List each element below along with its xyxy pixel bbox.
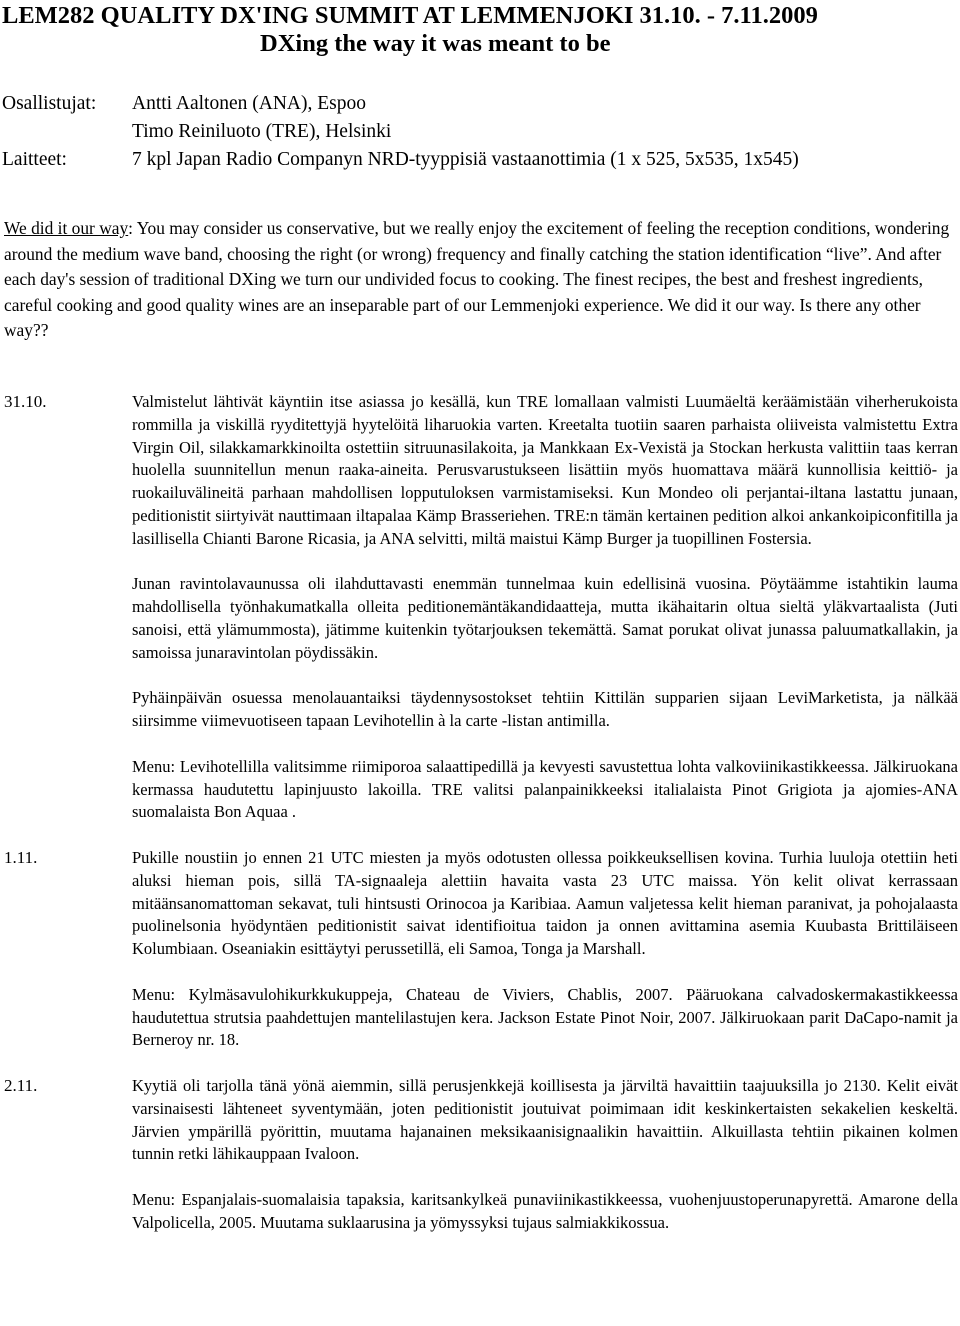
participants-label: Osallistujat:	[2, 93, 97, 114]
entry-body	[132, 847, 958, 1052]
intro-paragraph	[4, 216, 957, 344]
diary-entry	[4, 1075, 958, 1235]
participant-1: Antti Aaltonen (ANA), Espoo	[132, 93, 366, 114]
entry-paragraph: Menu: Espanjalais-suomalaisia tapaksia, karitsankylkeä punaviinikastikkeessa, vuohenjuustoperunapyrettä. Amarone della Valpolicella, 2005. Muutama suklaarusina ja yömyssyksi tujaus salmiakkikossua.	[132, 1189, 958, 1232]
entry-paragraph: Kyytiä oli tarjolla tänä yönä aiemmin, sillä perusjenkkejä koillisesta ja järviltä havaittiin taajuuksilla jo 2130. Kelit eivät varsinaisesti lähteneet syventymään, joten peditionistit joutuivat poimimaan idit keskinkertaisten sekakelien keskeltä. Järvien ympärillä pyörittin, muutama hajanainen meksikaanisignaalikin havaittiin. Alkuillasta tehtiin pikainen kolmen tunnin retki lähikauppaan Ivaloon.	[132, 1075, 958, 1164]
document-title: LEM282 QUALITY DX'ING SUMMIT AT LEMMENJOKI 31.10. - 7.11.2009	[2, 2, 818, 29]
entry-date: 31.10.	[4, 392, 47, 411]
participant-2: Timo Reiniluoto (TRE), Helsinki	[132, 121, 392, 142]
diary-entry	[4, 847, 958, 1052]
entry-paragraph: Pyhäinpäivän osuessa menolauantaiksi täydennysostokset tehtiin Kittilän supparien sijaan LeviMarketista, ja nälkää siirsimme viimevuotiseen tapaan Levihotellin à la carte -listan antimilla.	[132, 688, 958, 731]
entry-paragraph: Menu: Kylmäsavulohikurkkukuppeja, Chateau de Viviers, Chablis, 2007. Pääruokana calvadoskermakastikkeessa haudutettua strutsia paahdettujen mantelilastujen kera. Jackson Estate Pinot Noir, 2007. Jälkiruokaan parit DaCapo-namit ja Berneroy nr. 18.	[132, 984, 958, 1050]
intro-lead: We did it our way	[4, 218, 129, 238]
diary-entries	[4, 391, 958, 1234]
entry-date: 2.11.	[4, 1075, 38, 1095]
diary-entry	[4, 391, 958, 824]
participants-block	[2, 90, 958, 174]
entry-paragraph: Valmistelut lähtivät käyntiin itse asiassa jo kesällä, kun TRE lomallaan valmisti Luumäeltä keräämistään viherherukoista rommilla ja viskillä ryyditettyjä hyytelöitä liharuokia varten. Kreetalta tuotiin saaren parhaista oliiveista valmistettu Extra Virgin Oil, silakkamarkkinoilta ostettiin sitruunasilakoita, ja Mankkaan Ex-Vexistä ja Stockan herkusta valittiin taas kerran huolella suunnitellun menun raaka-aineita. Perusvarustukseen lisättiin myös huomattava määrä kunnollisia keittiö- ja ruokailuvälineitä parhaan mahdollisen lopputuloksen varmistamiseksi. Kun Mondeo oli perjantai-iltana lastattu junaan, peditionistit siirtyivät nauttimaan iltapalaa Kämp Brasseriehen. TRE:n tämän kertainen pedition alkoi ankankoipiconfitilla ja lasillisella Chianti Barone Ricasia, ja ANA selvitti, miltä maistui Kämp Burger ja tuopillinen Fostersia.	[132, 392, 958, 548]
entry-paragraph: Junan ravintolavaunussa oli ilahduttavasti enemmän tunnelmaa kuin edellisinä vuosina. Pöytäämme istahtikin lauma mahdollisella työnhakumatkalla olleita peditionemäntäkandidaatteja, mutta ikähaitarin oltua sieltä yläkvartaalista (Juti sanoisi, että ylämummosta), jätimme kuitenkin työtarjouksen tekemättä. Samat porukat olivat junassa paluumatkallakin, ja samoissa junaravintolan pöydissäkin.	[132, 574, 958, 662]
entry-body	[132, 1075, 958, 1235]
entry-paragraph: Menu: Levihotellilla valitsimme riimiporoa salaattipedillä ja kevyesti savustettua lohta valkoviinikastikkeessa. Jälkiruokana kermassa haudutettu lapinjuusto lakoilla. TRE valitsi palanpainikkeeksi italialaista Pinot Grigiota ja ajomies-ANA suomalaista Bon Aquaa .	[132, 756, 958, 822]
document-subtitle: DXing the way it was meant to be	[260, 30, 611, 57]
intro-text: : You may consider us conservative, but we really enjoy the excitement of feeling the reception conditions, wondering around the medium wave band, choosing the right (or wrong) frequency and finally catching the station identification “live”. And after each day's session of traditional DXing we turn our undivided focus to cooking. The finest recipes, the best and freshest ingredients, careful cooking and good quality wines are an inseparable part of our Lemmenjoki experience. We did it our way. Is there any other way??	[4, 218, 950, 340]
entry-paragraph: Pukille noustiin jo ennen 21 UTC miesten ja myös odotusten ollessa poikkeuksellisen kovina. Turhia luuloja otettiin heti aluksi hieman pois, sillä TA-signaaleja alettiin havaita vasta 23 UTC maissa. Yön kelit olivat kerrassaan mitäänsanomattoman sekavat, tuli hintsusti Orinocoa ja Karibiaa. Aamun valjetessa kelit hieman paranivat, ja pohojalaasta puolinelsonia hyödyntäen peditionistit saivat identifioitua taidon ja onnen avittamina asemia Kuubasta Brittiläiseen Kolumbiaan. Oseaniakin esittäytyi perussetillä, eli Samoa, Tonga ja Marshall.	[132, 847, 958, 959]
entry-body	[132, 391, 958, 824]
equipment-label: Laitteet:	[2, 149, 67, 170]
entry-date: 1.11.	[4, 847, 38, 867]
equipment-text: 7 kpl Japan Radio Companyn NRD-tyyppisiä vastaanottimia (1 x 525, 5x535, 1x545)	[132, 149, 799, 170]
